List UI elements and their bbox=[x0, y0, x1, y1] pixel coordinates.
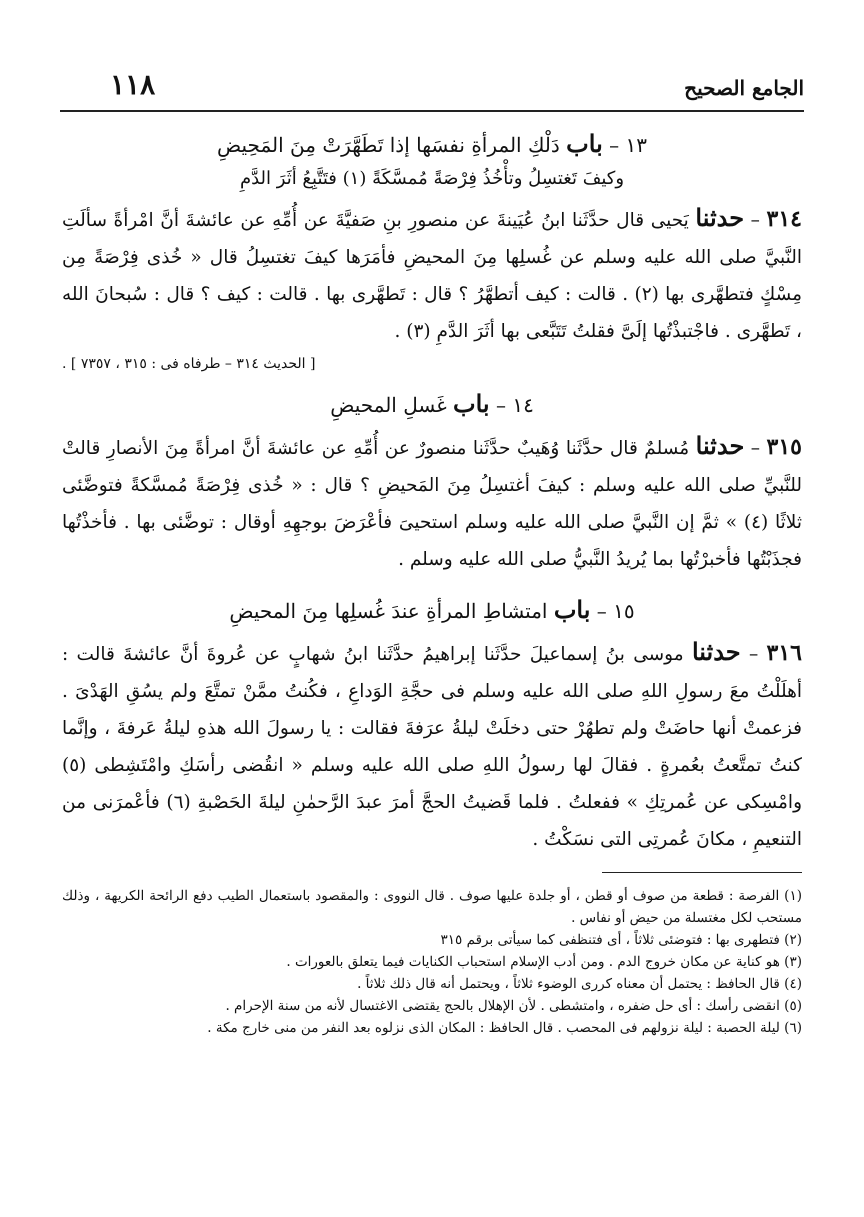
footnote-separator bbox=[602, 872, 802, 873]
hadith-paragraph: ٣١٤ – حدثنا يَحيى قال حدَّثَنا ابنُ عُيَينةَ عن منصورِ بنِ صَفيَّةَ عن أُمِّهِ عن عائشةَ أنَّ امْرأةً سألَتِ النَّبيَّ صلى الله عليه وسلم عن غُسلِها مِنَ المحيضِ فأمَرَها كيفَ تغتسِلُ قال « خُذى فِرْصَةً مِن مِسْكٍ فتطهَّرى بها (٢) . قالت : كيف أتطهَّرُ ؟ قال : تَطهَّرى بها . قالت : كيف ؟ قال : سُبحانَ الله ، تَطهَّرى . فاجْتبذْتُها إلَىَّ فقلتُ تَتَبَّعى بها أثَرَ الدَّمِ (٣) . bbox=[62, 203, 803, 342]
footnote: (٤) قال الحافظ : يحتمل أن معناه كررى الوضوء ثلاثاً ، ويحتمل أنه قال ذلك ثلاثاً . bbox=[357, 976, 802, 992]
hadith-number: ٣١٤ bbox=[766, 206, 802, 232]
hadith-keyword: حدثنا bbox=[691, 637, 741, 666]
page-header bbox=[60, 66, 804, 112]
chapter-heading: ١٣ – باب دَلْكِ المرأةِ نفسَها إذا تَطَهَّرَتْ مِنَ المَحِيضِ وكيفَ تَغتسِلُ وتأْخُذُ فِرْصَةً مُمسَّكَةً (١) فتَتَّبِعُ أثَرَ الدَّمِ bbox=[62, 126, 802, 195]
hadith-text: موسى بنُ إسماعيلَ حدَّثَنا إبراهيمُ حدَّثَنا ابنُ شهابٍ عن عُروةَ أنَّ عائشةَ قالت : أهلَلْتُ معَ رسولِ اللهِ صلى الله عليه وسلم فى حجَّةِ الوَداعِ ، فكُنتُ ممَّنْ تمتَّعَ ولم يسُقِ الهَدْىَ . فزعمتْ أنها حاضَتْ ولم تطهُرْ حتى دخلَتْ ليلةُ عرَفةَ فقالت : يا رسولَ الله هذهِ ليلةُ عَرفةَ ، وإنَّما كنتُ تمتَّعتُ بعُمرةٍ . فقالَ لها رسولُ اللهِ صلى الله عليه وسلم « انقُضى رأسَكِ وامْتَشِطى (٥) وامْسِكى عن عُمرتِكِ » ففعلتُ . فلما قَضيتُ الحجَّ أمرَ عبدَ الرَّحمٰنِ ليلةَ الحَصْبةِ (٦) فأعْمرَنى من التنعيمِ ، مكانَ عُمرتِى التى نسَكْتُ . bbox=[62, 644, 802, 850]
chapter-heading: ١٥ – باب امتشاطِ المرأةِ عندَ غُسلِها مِنَ المحيضِ bbox=[229, 595, 635, 624]
chapter-number: ١٤ bbox=[512, 393, 534, 417]
hadith-keyword: حدثنا bbox=[695, 203, 745, 232]
footnote: (١) الفرصة : قطعة من صوف أو قطن ، أو جلدة عليها صوف . قال النووى : والمقصود باستعمال الطيب دفع الرائحة الكريهة ، وذلك مستحب لكل مغتسلة من حيض أو نفاس . bbox=[62, 888, 802, 926]
footnote: (٥) انقضى رأسك : أى حل ضفره ، وامتشطى . لأن الإهلال بالحج يقتضى الاغتسال لأنه من سنة الإحرام . bbox=[225, 998, 802, 1014]
chapter-heading: ١٤ – باب غَسلِ المحيضِ bbox=[330, 389, 534, 418]
footnotes bbox=[62, 885, 802, 1039]
hadith-keyword: حدثنا bbox=[695, 431, 745, 460]
chapter-bab-label: باب bbox=[553, 595, 591, 624]
chapter-title: دَلْكِ المرأةِ نفسَها إذا تَطَهَّرَتْ مِنَ المَحِيضِ bbox=[217, 133, 560, 157]
page-number: ١١٨ bbox=[110, 68, 156, 101]
hadith-number: ٣١٥ bbox=[766, 434, 802, 460]
chapter-bab-label: باب bbox=[453, 389, 490, 418]
hadith-reference: [ الحديث ٣١٤ – طرفاه فى : ٣١٥ ، ٧٣٥٧ ] . bbox=[62, 356, 316, 372]
footnote: (٣) هو كناية عن مكان خروج الدم . ومن أدب الإسلام استحباب الكنايات فيما يتعلق بالعورات . bbox=[286, 954, 802, 970]
chapter-bab-label: باب bbox=[566, 129, 603, 158]
page-content bbox=[62, 126, 802, 1039]
hadith-text: يَحيى قال حدَّثَنا ابنُ عُيَينةَ عن منصورِ بنِ صَفيَّةَ عن أُمِّهِ عن عائشةَ أنَّ امْرأةً سألَتِ النَّبيَّ صلى الله عليه وسلم عن غُسلِها مِنَ المحيضِ فأمَرَها كيفَ تغتسِلُ قال « خُذى فِرْصَةً مِن مِسْكٍ فتطهَّرى بها (٢) . قالت : كيف أتطهَّرُ ؟ قال : تَطهَّرى بها . قالت : كيف ؟ قال : سُبحانَ الله ، تَطهَّرى . فاجْتبذْتُها إلَىَّ فقلتُ تَتَبَّعى بها أثَرَ الدَّمِ (٣) . bbox=[62, 210, 803, 342]
book-title: الجامع الصحيح bbox=[684, 76, 804, 100]
chapter-subtitle: وكيفَ تَغتسِلُ وتأْخُذُ فِرْصَةً مُمسَّكَةً (١) فتَتَّبِعُ أثَرَ الدَّمِ bbox=[239, 168, 625, 189]
footnote: (٦) ليلة الحصبة : ليلة نزولهم فى المحصب . قال الحافظ : المكان الذى نزلوه بعد النفر من منى خارج مكة . bbox=[207, 1020, 802, 1036]
chapter-title: امتشاطِ المرأةِ عندَ غُسلِها مِنَ المحيضِ bbox=[229, 599, 548, 623]
hadith-paragraph: ٣١٦ – حدثنا موسى بنُ إسماعيلَ حدَّثَنا إبراهيمُ حدَّثَنا ابنُ شهابٍ عن عُروةَ أنَّ عائشةَ قالت : أهلَلْتُ معَ رسولِ اللهِ صلى الله عليه وسلم فى حجَّةِ الوَداعِ ، فكُنتُ ممَّنْ تمتَّعَ ولم يسُقِ الهَدْىَ . فزعمتْ أنها حاضَتْ ولم تطهُرْ حتى دخلَتْ ليلةُ عرَفةَ فقالت : يا رسولَ الله هذهِ ليلةُ عَرفةَ ، وإنَّما كنتُ تمتَّعتُ بعُمرةٍ . فقالَ لها رسولُ اللهِ صلى الله عليه وسلم « انقُضى رأسَكِ وامْتَشِطى (٥) وامْسِكى عن عُمرتِكِ » ففعلتُ . فلما قَضيتُ الحجَّ أمرَ عبدَ الرَّحمٰنِ ليلةَ الحَصْبةِ (٦) فأعْمرَنى من التنعيمِ ، مكانَ عُمرتِى التى نسَكْتُ . bbox=[62, 637, 802, 850]
chapter-title: غَسلِ المحيضِ bbox=[330, 393, 447, 417]
chapter-number: ١٣ bbox=[625, 133, 647, 157]
hadith-text: مُسلمٌ قال حدَّثَنا وُهَيبٌ حدَّثَنا منصورٌ عن أُمِّهِ عن عائشةَ أنَّ امرأةً مِنَ الأنصارِ قالتْ للنَّبيِّ صلى الله عليه وسلم : كيفَ أغتسِلُ مِنَ المَحيضِ ؟ قال : « خُذى فِرْصَةً مُمسَّكةً فتوضَّئى ثلاثًا (٤) » ثمَّ إن النَّبيَّ صلى الله عليه وسلم استحيىَ فأعْرَضَ بوجهِهِ أوقال : توضَّئى بها . فأخذْتُها فجذَبْتُها فأخبرْتُها بما يُريدُ النَّبيُّ صلى الله عليه وسلم . bbox=[62, 438, 802, 570]
chapter-number: ١٥ bbox=[613, 599, 635, 623]
hadith-paragraph: ٣١٥ – حدثنا مُسلمٌ قال حدَّثَنا وُهَيبٌ حدَّثَنا منصورٌ عن أُمِّهِ عن عائشةَ أنَّ امرأةً مِنَ الأنصارِ قالتْ للنَّبيِّ صلى الله عليه وسلم : كيفَ أغتسِلُ مِنَ المَحيضِ ؟ قال : « خُذى فِرْصَةً مُمسَّكةً فتوضَّئى ثلاثًا (٤) » ثمَّ إن النَّبيَّ صلى الله عليه وسلم استحيىَ فأعْرَضَ بوجهِهِ أوقال : توضَّئى بها . فأخذْتُها فجذَبْتُها فأخبرْتُها بما يُريدُ النَّبيُّ صلى الله عليه وسلم . bbox=[62, 431, 802, 570]
hadith-number: ٣١٦ bbox=[766, 640, 802, 666]
footnote: (٢) فتطهرى بها : فتوضئى ثلاثاً ، أى فتنظفى كما سيأتى برقم ٣١٥ bbox=[440, 932, 802, 948]
